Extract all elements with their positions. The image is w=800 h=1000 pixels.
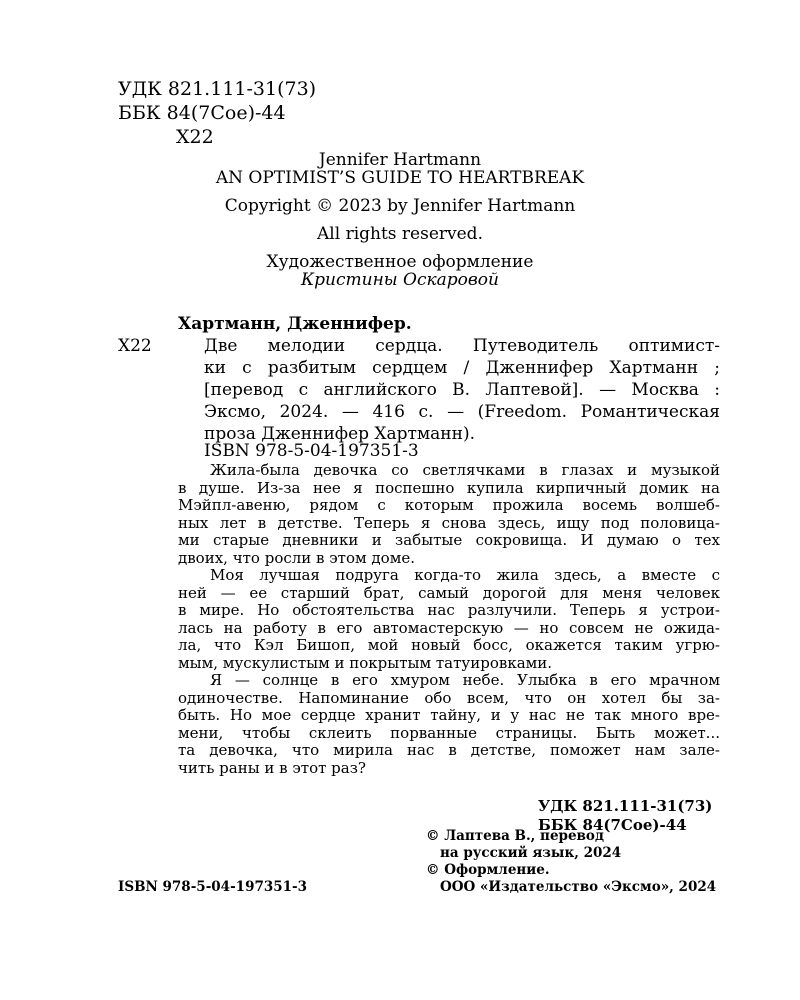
annotation-line: одиночестве. Напоминание обо всем, что он хотел бы за- [178,688,720,707]
annotation-line: ла, что Кэл Бишоп, мой новый босс, окажется таким угрю- [178,636,720,654]
bib-description [204,335,720,445]
bbk-code: ББК 84(7Сое)-44 [118,102,286,124]
design-credit-line2: Кристины Оскаровой [301,270,499,290]
original-title: AN OPTIMIST’S GUIDE TO HEARTBREAK [215,168,585,188]
annotation-line: мым, мускулистым и покрытым татуировками. [178,653,553,672]
bib-line: проза Дженнифер Хартманн). [204,424,476,444]
original-author: Jennifer Hartmann [318,150,482,170]
annotation-line: Жила-была девочка со светлячками в глазах и музыкой [210,461,720,479]
annotation-line: в душе. Из-за нее я поспешно купила кирпичный домик на [178,478,720,497]
annotation-line: быть. Но мое сердце хранит тайну, и у нас не так много вре- [178,706,720,724]
annotation-line: та девочка, что мирила нас в детстве, поможет нам зале- [178,741,720,759]
annotation-paragraph [178,462,720,567]
bib-line: Эксмо, 2024. — 416 с. — (Freedom. Романтическая [204,402,720,422]
annotation-line: лась на работу в его автомастерскую — но совсем не ожида- [178,618,720,637]
annotation-line: чить раны и в этот раз? [178,758,366,777]
annotation-paragraph [178,567,720,672]
annotation-line: мени, чтобы склеить порванные страницы. Быть может... [178,723,720,742]
annotation-paragraph [178,672,720,777]
bib-line: Две мелодии сердца. Путеводитель оптимист- [204,336,720,356]
translation-copyright-line1: © Лаптева В., перевод [426,828,604,844]
annotation-line: ми старые дневники и забытые сокровища. И думаю о тех [178,531,720,549]
udk-code: УДК 821.111-31(73) [118,78,317,100]
annotation-line: ных лет в детстве. Теперь я снова здесь, ищу под половица- [178,513,720,532]
design-copyright-line1: © Оформление. [426,862,550,878]
bib-author-sign: Х22 [118,336,152,356]
design-copyright-line2: ООО «Издательство «Эксмо», 2024 [440,879,717,895]
annotation-line: Моя лучшая подруга когда-то жила здесь, а вместе с [210,566,720,584]
annotation-line: в мире. Но обстоятельства нас разлучили. Теперь я устрои- [178,601,720,619]
bib-isbn: ISBN 978-5-04-197351-3 [204,441,419,461]
footer-udk-code: УДК 821.111-31(73) [538,797,713,815]
design-credit-line1: Художественное оформление [266,252,534,272]
annotation [178,462,720,777]
annotation-line: Я — солнце в его хмуром небе. Улыбка в его мрачном [210,671,720,689]
annotation-line: Мэйпл-авеню, рядом с которым прожила восемь волшеб- [178,496,720,514]
imprint-isbn: ISBN 978-5-04-197351-3 [118,879,308,895]
annotation-line: ней — ее старший брат, самый дорогой для меня человек [178,583,720,602]
rights-line: All rights reserved. [317,224,483,244]
bib-line: ки с разбитым сердцем / Дженнифер Хартманн ; [204,358,720,378]
bib-line: [перевод с английского В. Лаптевой]. — Москва : [204,380,720,400]
translation-copyright-line2: на русский язык, 2024 [440,845,622,861]
footer-bbk-code: ББК 84(7Сое)-44 [538,816,687,834]
copyright-line: Copyright © 2023 by Jennifer Hartmann [224,196,576,216]
author-sign: Х22 [176,126,214,148]
bib-author: Хартманн, Дженнифер. [178,314,412,334]
annotation-line: двоих, что росли в этом доме. [178,548,416,567]
